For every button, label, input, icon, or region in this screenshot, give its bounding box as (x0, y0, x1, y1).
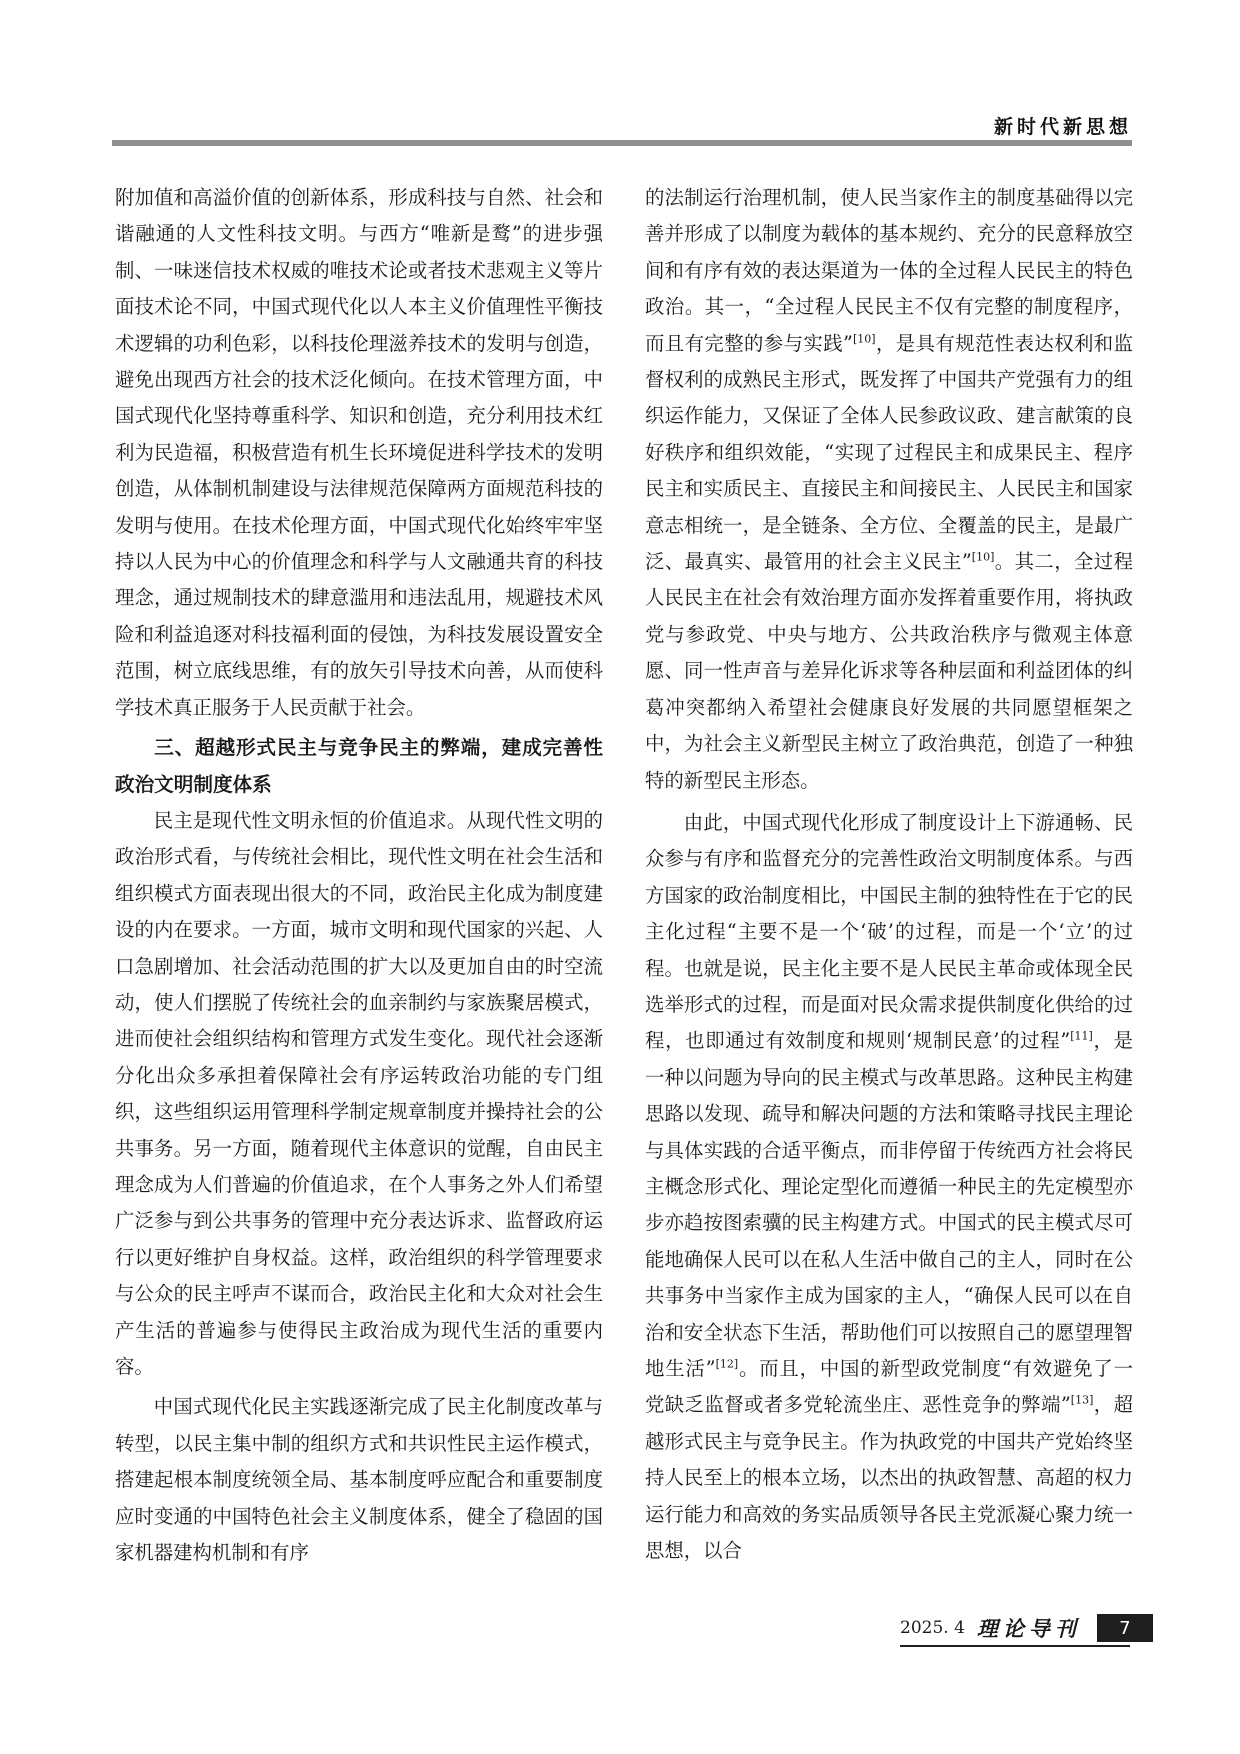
text-run: 。其二，全过程人民民主在社会有效治理方面亦发挥着重要作用，将执政党与参政党、中央与地方、公共政治秩序与微观主体意愿、同一性声音与差异化诉求等各种层面和利益团体的纠葛冲突都纳入希望社会健康良好发展的共同愿望框架之中，为社会主义新型民主树立了政治典范，创造了一种独特的新型民主形态。 (645, 550, 1134, 792)
text-run: ，超越形式民主与竞争民主。作为执政党的中国共产党始终坚持人民至上的根本立场，以杰出的执政智慧、高超的权力运行能力和高效的务实品质领导各民主党派凝心聚力统一思想，以合 (645, 1393, 1133, 1563)
paragraph (645, 805, 1133, 1570)
running-title: 新时代新思想 (993, 116, 1132, 138)
right-column (645, 180, 1133, 1573)
left-column (115, 180, 603, 1575)
text-run: 由此，中国式现代化形成了制度设计上下游通畅、民众参与有序和监督充分的完善性政治文明制度体系。与西方国家的政治制度相比，中国民主制的独特性在于它的民主化过程“主要不是一个‘破’的过程，而是一个‘立’的过程。也就是说，民主化主要不是人民民主革命或体现全民选举形式的过程，而是面对民众需求提供制度化供给的过程，也即通过有效制度和规则‘规制民意’的过程” (645, 810, 1133, 1053)
journal-name: 理论导刊 (976, 1616, 1081, 1641)
citation-ref: [10] (852, 332, 876, 346)
text-run: 。而且，中国的新型政党制度“有效避免了一党缺乏监督或者多党轮流坐庄、恶性竞争的弊端” (645, 1357, 1133, 1417)
page-number: 7 (1097, 1614, 1153, 1642)
citation-ref: [10] (971, 550, 995, 564)
paragraph: 民主是现代性文明永恒的价值追求。从现代性文明的政治形式看，与传统社会相比，现代性文明在社会生活和组织模式方面表现出很大的不同，政治民主化成为制度建设的内在要求。一方面，城市文明和现代国家的兴起、人口急剧增加、社会活动范围的扩大以及更加自由的时空流动，使人们摆脱了传统社会的血亲制约与家族聚居模式，进而使社会组织结构和管理方式发生变化。现代社会逐渐分化出众多承担着保障社会有序运转政治功能的专门组织，这些组织运用管理科学制定规章制度并操持社会的公共事务。另一方面，随着现代主体意识的觉醒，自由民主理念成为人们普遍的价值追求，在个人事务之外人们希望广泛参与到公共事务的管理中充分表达诉求、监督政府运行以更好维护自身权益。这样，政治组织的科学管理要求与公众的民主呼声不谋而合，政治民主化和大众对社会生产生活的普遍参与使得民主政治成为现代生活的重要内容。 (115, 808, 603, 1378)
text-run: 的法制运行治理机制，使人民当家作主的制度基础得以完善并形成了以制度为载体的基本规约、充分的民意释放空间和有序有效的表达渠道为一体的全过程人民民主的特色政治。其一，“全过程人民民主不仅有完整的制度程序，而且有完整的参与实践” (645, 186, 1133, 355)
paragraph: 中国式现代化民主实践逐渐完成了民主化制度改革与转型，以民主集中制的组织方式和共识性民主运作模式，搭建起根本制度统领全局、基本制度呼应配合和重要制度应时变通的中国特色社会主义制度体系，健全了稳固的国家机器建构机制和有序 (115, 1395, 603, 1565)
citation-ref: [12] (715, 1357, 739, 1371)
footer-rule (900, 1645, 1130, 1647)
issue-number: 2025. 4 (900, 1618, 965, 1638)
paragraph (645, 180, 1133, 799)
page-footer (900, 1614, 1153, 1642)
citation-ref: [11] (1070, 1029, 1093, 1043)
text-run: ，是具有规范性表达权利和监督权利的成熟民主形式，既发挥了中国共产党强有力的组织运作能力，又保证了全体人民参政议政、建言献策的良好秩序和组织效能，“实现了过程民主和成果民主、程序民主和实质民主、直接民主和间接民主、人民民主和国家意志相统一，是全链条、全方位、全覆盖的民主，是最广泛、最真实、最管用的社会主义民主” (645, 331, 1133, 574)
paragraph: 附加值和高溢价值的创新体系，形成科技与自然、社会和谐融通的人文性科技文明。与西方“唯新是鹜”的进步强制、一味迷信技术权威的唯技术论或者技术悲观主义等片面技术论不同，中国式现代化以人本主义价值理性平衡技术逻辑的功利色彩，以科技伦理滋养技术的发明与创造，避免出现西方社会的技术泛化倾向。在技术管理方面，中国式现代化坚持尊重科学、知识和创造，充分利用技术红利为民造福，积极营造有机生长环境促进科学技术的发明创造，从体制机制建设与法律规范保障两方面规范科技的发明与使用。在技术伦理方面，中国式现代化始终牢牢坚持以人民为中心的价值理念和科学与人文融通共育的科技理念，通过规制技术的肆意滥用和违法乱用，规避技术风险和利益追逐对科技福利面的侵蚀，为科技发展设置安全范围，树立底线思维，有的放矢引导技术向善，从而使科学技术真正服务于人民贡献于社会。 (115, 186, 603, 719)
text-run: ，是一种以问题为导向的民主模式与改革思路。这种民主构建思路以发现、疏导和解决问题的方法和策略寻找民主理论与具体实践的合适平衡点，而非停留于传统西方社会将民主概念形式化、理论定型化而遵循一种民主的先定模型亦步亦趋按图索骥的民主构建方式。中国式的民主模式尽可能地确保人民可以在私人生活中做自己的主人，同时在公共事务中当家作主成为国家的主人，“确保人民可以在自治和安全状态下生活，帮助他们可以按照自己的愿望理智地生活” (645, 1029, 1133, 1380)
section-heading: 三、超越形式民主与竞争民主的弊端，建成完善性政治文明制度体系 (115, 736, 603, 796)
citation-ref: [13] (1070, 1393, 1094, 1407)
header-rule (112, 140, 1132, 146)
